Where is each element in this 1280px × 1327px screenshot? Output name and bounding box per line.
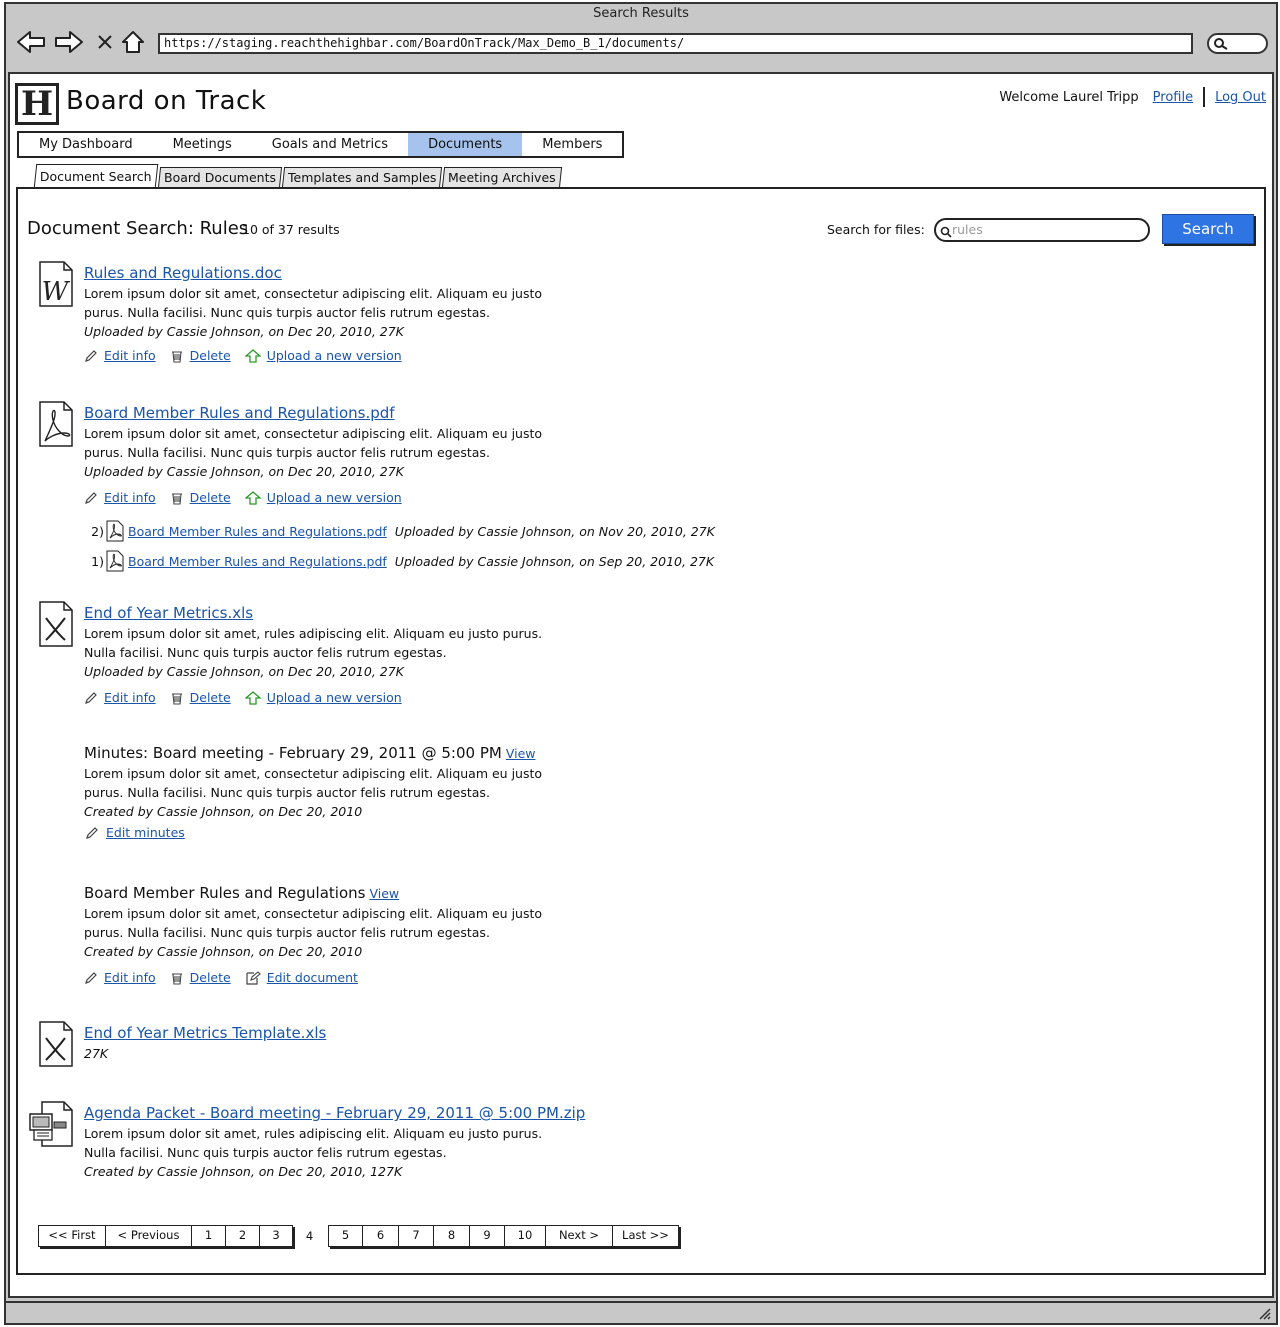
browser-window xyxy=(4,2,1278,1325)
edit-document-icon xyxy=(245,971,261,985)
action-label: Delete xyxy=(189,348,231,363)
page-button[interactable]: 10 xyxy=(504,1225,546,1247)
pencil-icon xyxy=(84,349,98,363)
magnifier-icon xyxy=(1213,37,1229,51)
page-button[interactable]: 8 xyxy=(433,1225,470,1247)
result-meta: Created by Cassie Johnson, on Dec 20, 2010 xyxy=(84,804,363,819)
tab-members[interactable]: Members xyxy=(542,137,603,152)
subtab-label: Board Documents xyxy=(163,170,276,185)
edit-info-link[interactable] xyxy=(84,490,156,505)
search-icon xyxy=(940,226,952,238)
main-nav-tabs xyxy=(17,131,624,158)
delete-link[interactable] xyxy=(170,690,231,705)
trash-icon xyxy=(170,491,184,505)
version-row xyxy=(90,550,714,572)
search-button[interactable]: Search xyxy=(1162,214,1254,244)
result-title: Minutes: Board meeting - February 29, 2011 @ 5:00 PM xyxy=(84,744,502,762)
browser-search-field[interactable] xyxy=(1207,33,1268,54)
subtab-label: Meeting Archives xyxy=(448,170,556,185)
stop-icon[interactable] xyxy=(90,28,120,56)
result-actions xyxy=(84,490,544,505)
result-meta: Created by Cassie Johnson, on Dec 20, 2010 xyxy=(84,944,363,959)
sub-nav-tabs xyxy=(35,164,563,188)
subtab-label: Templates and Samples xyxy=(287,170,437,185)
upload-arrow-icon xyxy=(245,349,261,363)
first-page-button[interactable]: << First xyxy=(38,1225,106,1247)
action-label: Upload a new version xyxy=(266,490,402,505)
version-link[interactable]: Board Member Rules and Regulations.pdf xyxy=(128,523,387,539)
page-button[interactable]: 3 xyxy=(259,1225,293,1247)
upload-new-version-link[interactable] xyxy=(245,490,402,505)
word-doc-icon xyxy=(38,260,74,306)
description-line: purus. Nulla facilisi. Nunc quis turpis auctor felis rutrum egestas. xyxy=(84,305,490,320)
description-line: Nulla facilisi. Nunc quis turpis auctor felis rutrum egestas. xyxy=(84,645,447,660)
result-title-link[interactable]: End of Year Metrics Template.xls xyxy=(84,1024,327,1042)
status-bar xyxy=(6,1301,1276,1323)
trash-icon xyxy=(170,971,184,985)
action-label: Edit info xyxy=(104,490,156,505)
action-label: Edit minutes xyxy=(106,825,185,840)
result-description xyxy=(84,764,544,802)
description-line: purus. Nulla facilisi. Nunc quis turpis auctor felis rutrum egestas. xyxy=(84,445,490,460)
description-line: Lorem ipsum dolor sit amet, rules adipiscing elit. Aliquam eu justo purus. xyxy=(84,1126,543,1141)
delete-link[interactable] xyxy=(170,970,231,985)
tab-meetings[interactable]: Meetings xyxy=(172,137,232,152)
version-number: 1) xyxy=(91,553,104,569)
result-description xyxy=(84,904,544,942)
delete-link[interactable] xyxy=(170,490,231,505)
result-actions xyxy=(84,690,544,705)
subtab-templates-and-samples[interactable] xyxy=(282,167,443,188)
view-link[interactable]: View xyxy=(369,886,400,901)
home-icon[interactable] xyxy=(118,28,148,56)
description-line: Lorem ipsum dolor sit amet, consectetur adipiscing elit. Aliquam eu justo xyxy=(84,426,543,441)
resize-grip-icon[interactable] xyxy=(1256,1305,1272,1321)
result-description xyxy=(84,1124,544,1162)
result-meta: Uploaded by Cassie Johnson, on Dec 20, 2010, 27K xyxy=(84,664,404,679)
version-row xyxy=(90,520,715,542)
trash-icon xyxy=(170,349,184,363)
next-page-button[interactable]: Next > xyxy=(545,1225,614,1247)
browser-toolbar xyxy=(6,24,1276,70)
result-item xyxy=(84,604,544,705)
page-button[interactable]: 7 xyxy=(398,1225,435,1247)
pencil-icon xyxy=(84,691,98,705)
excel-doc-icon xyxy=(38,600,74,646)
tab-my-dashboard[interactable]: My Dashboard xyxy=(39,137,133,152)
result-actions xyxy=(84,970,544,985)
result-description xyxy=(84,424,544,462)
result-meta: Created by Cassie Johnson, on Dec 20, 2010, 127K xyxy=(84,1164,403,1179)
subtab-board-documents[interactable] xyxy=(158,167,282,188)
description-line: Lorem ipsum dolor sit amet, consectetur adipiscing elit. Aliquam eu justo xyxy=(84,286,543,301)
result-title-link[interactable]: Board Member Rules and Regulations.pdf xyxy=(84,404,395,422)
window-title: Search Results xyxy=(593,6,689,21)
result-item xyxy=(84,1024,326,1064)
result-actions xyxy=(84,348,544,363)
result-item xyxy=(84,884,544,985)
action-label: Delete xyxy=(189,690,231,705)
action-label: Upload a new version xyxy=(266,348,402,363)
last-page-button[interactable]: Last >> xyxy=(612,1225,679,1247)
page-button[interactable]: 2 xyxy=(225,1225,261,1247)
view-link[interactable]: View xyxy=(505,746,536,761)
app-logo: H xyxy=(15,83,59,125)
upload-new-version-link[interactable] xyxy=(245,690,402,705)
result-meta: Uploaded by Cassie Johnson, on Dec 20, 2010, 27K xyxy=(84,324,404,339)
edit-info-link[interactable] xyxy=(84,970,156,985)
action-label: Upload a new version xyxy=(266,690,402,705)
pdf-doc-icon xyxy=(38,400,74,446)
action-label: Edit info xyxy=(104,348,156,363)
description-line: purus. Nulla facilisi. Nunc quis turpis auctor felis rutrum egestas. xyxy=(84,925,490,940)
pagination xyxy=(38,1225,678,1247)
description-line: purus. Nulla facilisi. Nunc quis turpis auctor felis rutrum egestas. xyxy=(84,785,490,800)
svg-text:W: W xyxy=(41,277,69,307)
description-line: Lorem ipsum dolor sit amet, rules adipiscing elit. Aliquam eu justo purus. xyxy=(84,626,543,641)
page-viewport xyxy=(8,72,1274,1298)
page-title: Document Search: Rules xyxy=(27,218,249,239)
current-page: 4 xyxy=(305,1229,314,1243)
trash-icon xyxy=(170,691,184,705)
previous-page-button[interactable]: < Previous xyxy=(105,1225,193,1247)
address-bar[interactable]: https://staging.reachthehighbar.com/BoardOnTrack/Max_Demo_B_1/documents/ xyxy=(158,33,1193,54)
pencil-icon xyxy=(84,971,98,985)
result-meta: 27K xyxy=(84,1046,109,1061)
page-button[interactable]: 1 xyxy=(191,1225,226,1247)
excel-doc-icon xyxy=(38,1020,74,1066)
result-title-link[interactable]: Agenda Packet - Board meeting - February 29, 2011 @ 5:00 PM.zip xyxy=(84,1104,586,1122)
result-item xyxy=(84,744,544,840)
search-label: Search for files: xyxy=(827,222,925,237)
logout-link[interactable]: Log Out xyxy=(1215,89,1266,105)
version-meta: Uploaded by Cassie Johnson, on Sep 20, 2010, 27K xyxy=(394,553,715,569)
divider xyxy=(1203,87,1205,107)
edit-document-link[interactable] xyxy=(245,970,358,985)
result-title-link[interactable]: Rules and Regulations.doc xyxy=(84,264,282,282)
page-button[interactable]: 9 xyxy=(469,1225,506,1247)
page-button[interactable]: 6 xyxy=(362,1225,399,1247)
pencil-icon xyxy=(84,826,100,840)
result-title: Board Member Rules and Regulations xyxy=(84,884,366,902)
result-description xyxy=(84,624,544,662)
pencil-icon xyxy=(84,491,98,505)
edit-minutes-link[interactable] xyxy=(84,825,185,840)
description-line: Lorem ipsum dolor sit amet, consectetur adipiscing elit. Aliquam eu justo xyxy=(84,906,543,921)
zip-archive-icon xyxy=(28,1100,76,1146)
subtab-label: Document Search xyxy=(39,169,152,184)
tab-goals-and-metrics[interactable]: Goals and Metrics xyxy=(271,137,389,152)
action-label: Edit document xyxy=(266,970,358,985)
result-actions xyxy=(84,825,544,840)
version-number: 2) xyxy=(91,523,104,539)
action-label: Delete xyxy=(189,490,231,505)
forward-arrow-icon[interactable] xyxy=(54,28,84,56)
action-label: Delete xyxy=(189,970,231,985)
upload-arrow-icon xyxy=(245,691,261,705)
upload-arrow-icon xyxy=(245,491,261,505)
pdf-small-icon xyxy=(106,520,124,542)
result-description xyxy=(84,284,544,322)
subtab-meeting-archives[interactable] xyxy=(442,167,562,188)
result-item xyxy=(84,264,544,363)
subtab-document-search[interactable] xyxy=(34,164,158,188)
user-menu xyxy=(999,87,1266,107)
description-line: Nulla facilisi. Nunc quis turpis auctor felis rutrum egestas. xyxy=(84,1145,447,1160)
result-title-link[interactable]: End of Year Metrics.xls xyxy=(84,604,254,622)
back-arrow-icon[interactable] xyxy=(16,28,46,56)
action-label: Edit info xyxy=(104,690,156,705)
tab-documents[interactable]: Documents xyxy=(408,133,522,156)
results-count: 10 of 37 results xyxy=(242,222,340,237)
edit-info-link[interactable] xyxy=(84,348,156,363)
profile-link[interactable]: Profile xyxy=(1152,89,1194,105)
search-input-value: rules xyxy=(952,222,983,237)
upload-new-version-link[interactable] xyxy=(245,348,402,363)
result-item xyxy=(84,404,544,505)
result-item xyxy=(84,1104,585,1182)
pdf-small-icon xyxy=(106,550,124,572)
edit-info-link[interactable] xyxy=(84,690,156,705)
search-input[interactable] xyxy=(934,218,1150,242)
result-meta: Uploaded by Cassie Johnson, on Dec 20, 2010, 27K xyxy=(84,464,404,479)
description-line: Lorem ipsum dolor sit amet, consectetur adipiscing elit. Aliquam eu justo xyxy=(84,766,543,781)
page-button[interactable]: 5 xyxy=(328,1225,364,1247)
welcome-text: Welcome Laurel Tripp xyxy=(999,89,1139,105)
version-meta: Uploaded by Cassie Johnson, on Nov 20, 2010, 27K xyxy=(394,523,715,539)
action-label: Edit info xyxy=(104,970,156,985)
version-link[interactable]: Board Member Rules and Regulations.pdf xyxy=(128,553,387,569)
delete-link[interactable] xyxy=(170,348,231,363)
app-title: Board on Track xyxy=(66,86,267,116)
